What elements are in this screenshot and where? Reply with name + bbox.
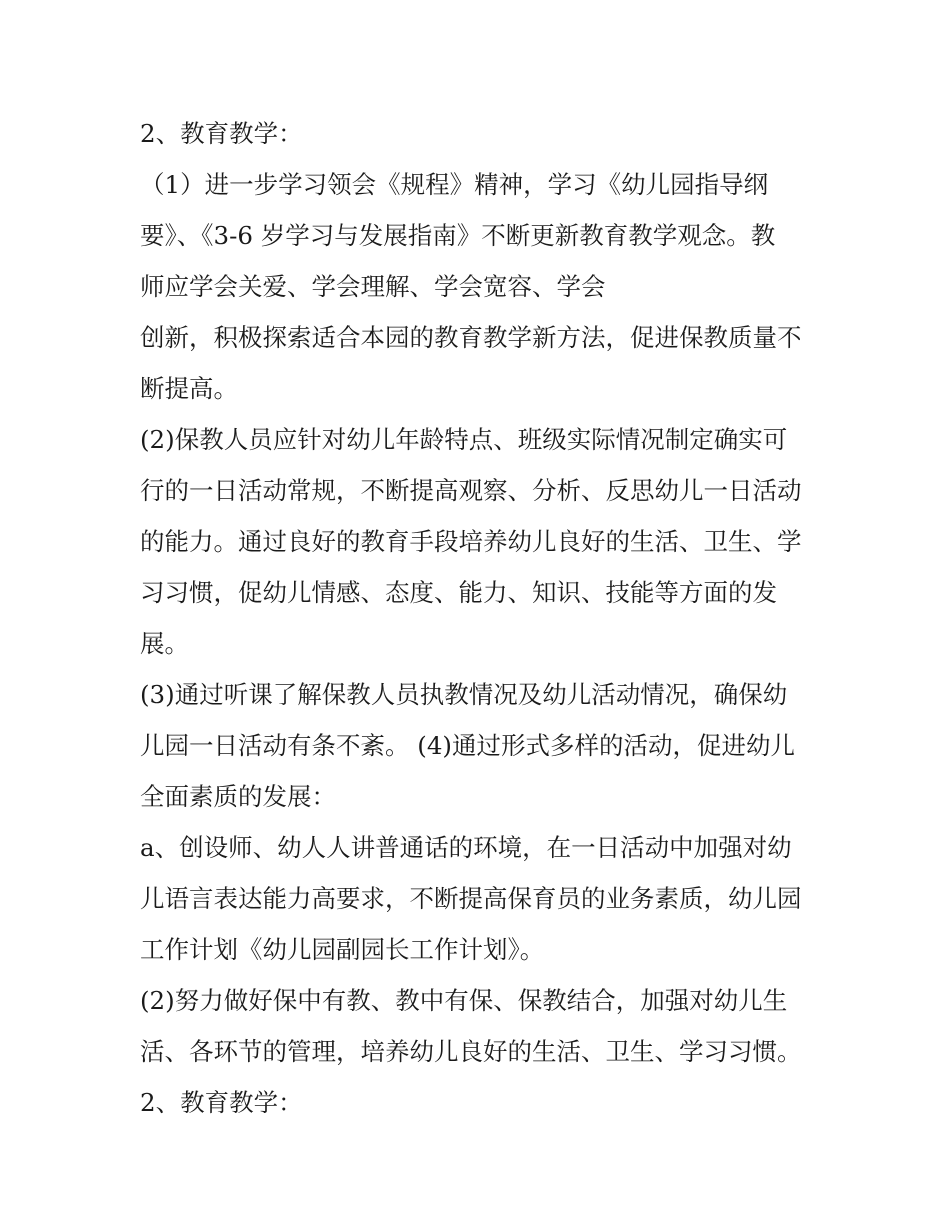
section-heading: 2、教育教学： — [140, 119, 303, 148]
text-line: 的能力。通过良好的教育手段培养幼儿良好的生活、卫生、学 — [140, 527, 802, 556]
text-line: 要》、《3-6 岁学习与发展指南》不断更新教育教学观念。教 — [140, 221, 776, 250]
text-line: 断提高。 — [140, 374, 238, 403]
text-line: （1）进一步学习领会《规程》精神，学习《幼儿园指导纲 — [140, 170, 769, 199]
text-line: (2)努力做好保中有教、教中有保、保教结合，加强对幼儿生 — [140, 986, 788, 1015]
section-heading: 2、教育教学： — [140, 1088, 303, 1117]
text-line: 行的一日活动常规，不断提高观察、分析、反思幼儿一日活动 — [140, 476, 802, 505]
text-line: 全面素质的发展： — [140, 782, 336, 811]
text-line: a、创设师、幼人人讲普通话的环境，在一日活动中加强对幼 — [140, 833, 792, 862]
text-line: (2)保教人员应针对幼儿年龄特点、班级实际情况制定确实可 — [140, 425, 788, 454]
text-line: 儿园一日活动有条不紊。 (4)通过形式多样的活动，促进幼儿 — [140, 731, 795, 760]
text-line: 展。 — [140, 629, 189, 658]
text-line: 创新，积极探索适合本园的教育教学新方法，促进保教质量不 — [140, 323, 802, 352]
text-line: (3)通过听课了解保教人员执教情况及幼儿活动情况，确保幼 — [140, 680, 788, 709]
text-line: 习习惯，促幼儿情感、态度、能力、知识、技能等方面的发 — [140, 578, 777, 607]
text-line: 工作计划《幼儿园副园长工作计划》。 — [140, 935, 545, 964]
text-line: 儿语言表达能力高要求，不断提高保育员的业务素质，幼儿园 — [140, 884, 802, 913]
text-line: 活、各环节的管理，培养幼儿良好的生活、卫生、学习习惯。 — [140, 1037, 802, 1066]
text-line: 师应学会关爱、学会理解、学会宽容、学会 — [140, 272, 606, 301]
document-body — [140, 108, 830, 1128]
